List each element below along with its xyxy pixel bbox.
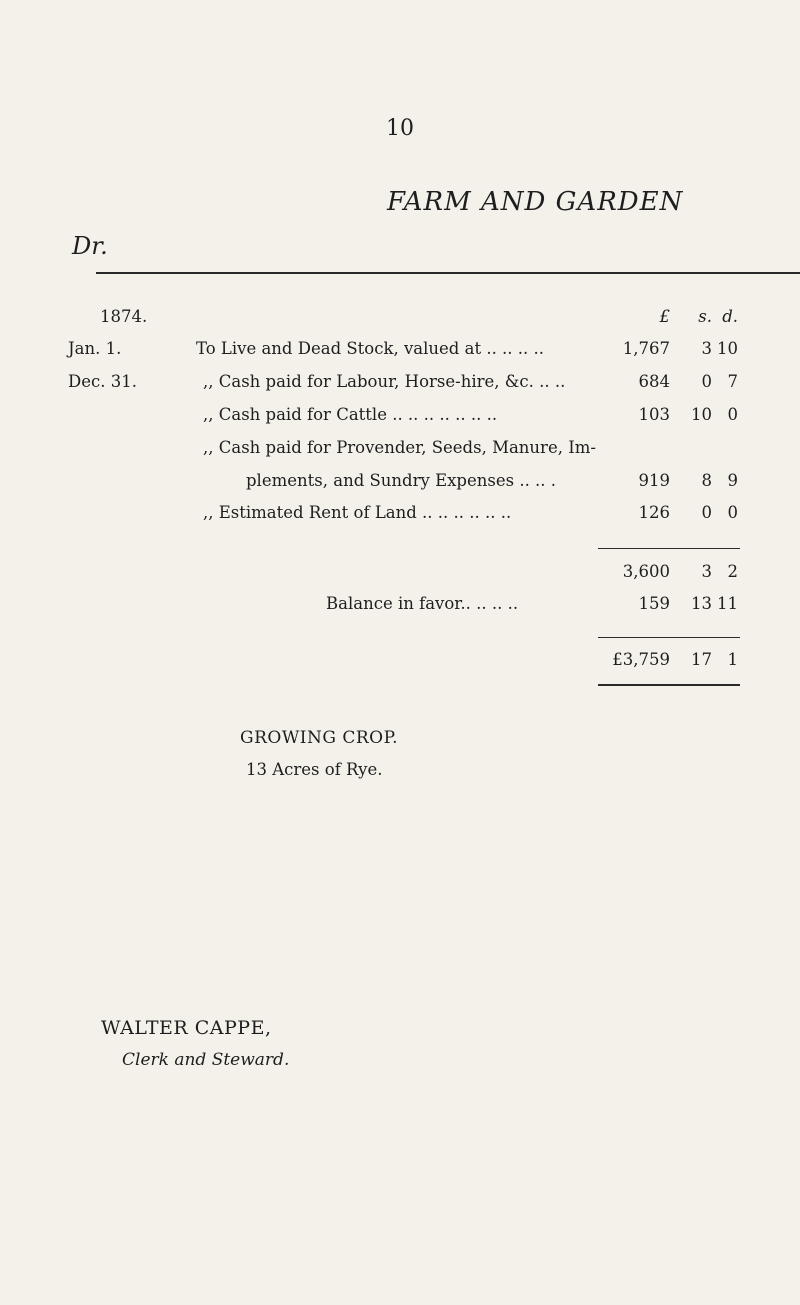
signer-name: WALTER CAPPE,: [101, 1017, 272, 1039]
balance-label: Balance in favor.. .. .. ..: [326, 594, 519, 613]
total-shillings: 17: [691, 650, 712, 669]
entry-date: Jan. 1.: [68, 339, 122, 358]
entry-pounds: 103: [638, 405, 670, 424]
entry-date: Dec. 31.: [68, 372, 137, 391]
growing-crop-title: GROWING CROP.: [240, 728, 399, 748]
entry-shillings: 3: [701, 339, 712, 358]
entry-pence: 0: [727, 503, 738, 522]
total-pounds: £3,759: [612, 650, 670, 669]
entry-text: ,, Cash paid for Labour, Horse-hire, &c. .. ..: [203, 372, 566, 391]
entry-text: ,, Cash paid for Provender, Seeds, Manure, Im-: [203, 438, 596, 457]
signer-role: Clerk and Steward.: [122, 1050, 290, 1070]
entry-pounds: 1,767: [622, 339, 670, 358]
entry-pence: 10: [717, 339, 738, 358]
entry-text: plements, and Sundry Expenses .. .. .: [246, 471, 557, 490]
entry-shillings: 8: [701, 471, 712, 490]
entry-pence: 9: [727, 471, 738, 490]
balance-pounds: 159: [638, 594, 670, 613]
entry-shillings: 10: [691, 405, 712, 424]
entry-text: To Live and Dead Stock, valued at .. .. .. ..: [196, 339, 545, 358]
entry-shillings: 0: [701, 372, 712, 391]
growing-crop-detail: 13 Acres of Rye.: [246, 760, 383, 779]
subtotal-rule: [598, 548, 740, 549]
entry-text: ,, Cash paid for Cattle .. .. .. .. .. .. ..: [203, 405, 498, 424]
balance-pence: 11: [717, 594, 738, 613]
entry-pence: 0: [727, 405, 738, 424]
subtotal-pence: 2: [727, 562, 738, 581]
balance-shillings: 13: [691, 594, 712, 613]
page-number: 10: [386, 116, 414, 141]
entry-pounds: 684: [638, 372, 670, 391]
pence-header: d.: [722, 307, 738, 326]
page-title: FARM AND GARDEN: [387, 187, 684, 217]
subtotal-shillings: 3: [701, 562, 712, 581]
total-pence: 1: [727, 650, 738, 669]
entry-text: ,, Estimated Rent of Land .. .. .. .. .. ..: [203, 503, 512, 522]
total-double-rule: [598, 684, 740, 686]
entry-pounds: 919: [638, 471, 670, 490]
entry-pounds: 126: [638, 503, 670, 522]
subtotal-pounds: 3,600: [622, 562, 670, 581]
pounds-header: £: [659, 307, 670, 326]
year-label: 1874.: [100, 307, 148, 326]
entry-shillings: 0: [701, 503, 712, 522]
debit-side-label: Dr.: [72, 232, 108, 260]
header-rule: [96, 272, 800, 274]
total-rule: [598, 637, 740, 638]
entry-pence: 7: [727, 372, 738, 391]
shillings-header: s.: [698, 307, 712, 326]
